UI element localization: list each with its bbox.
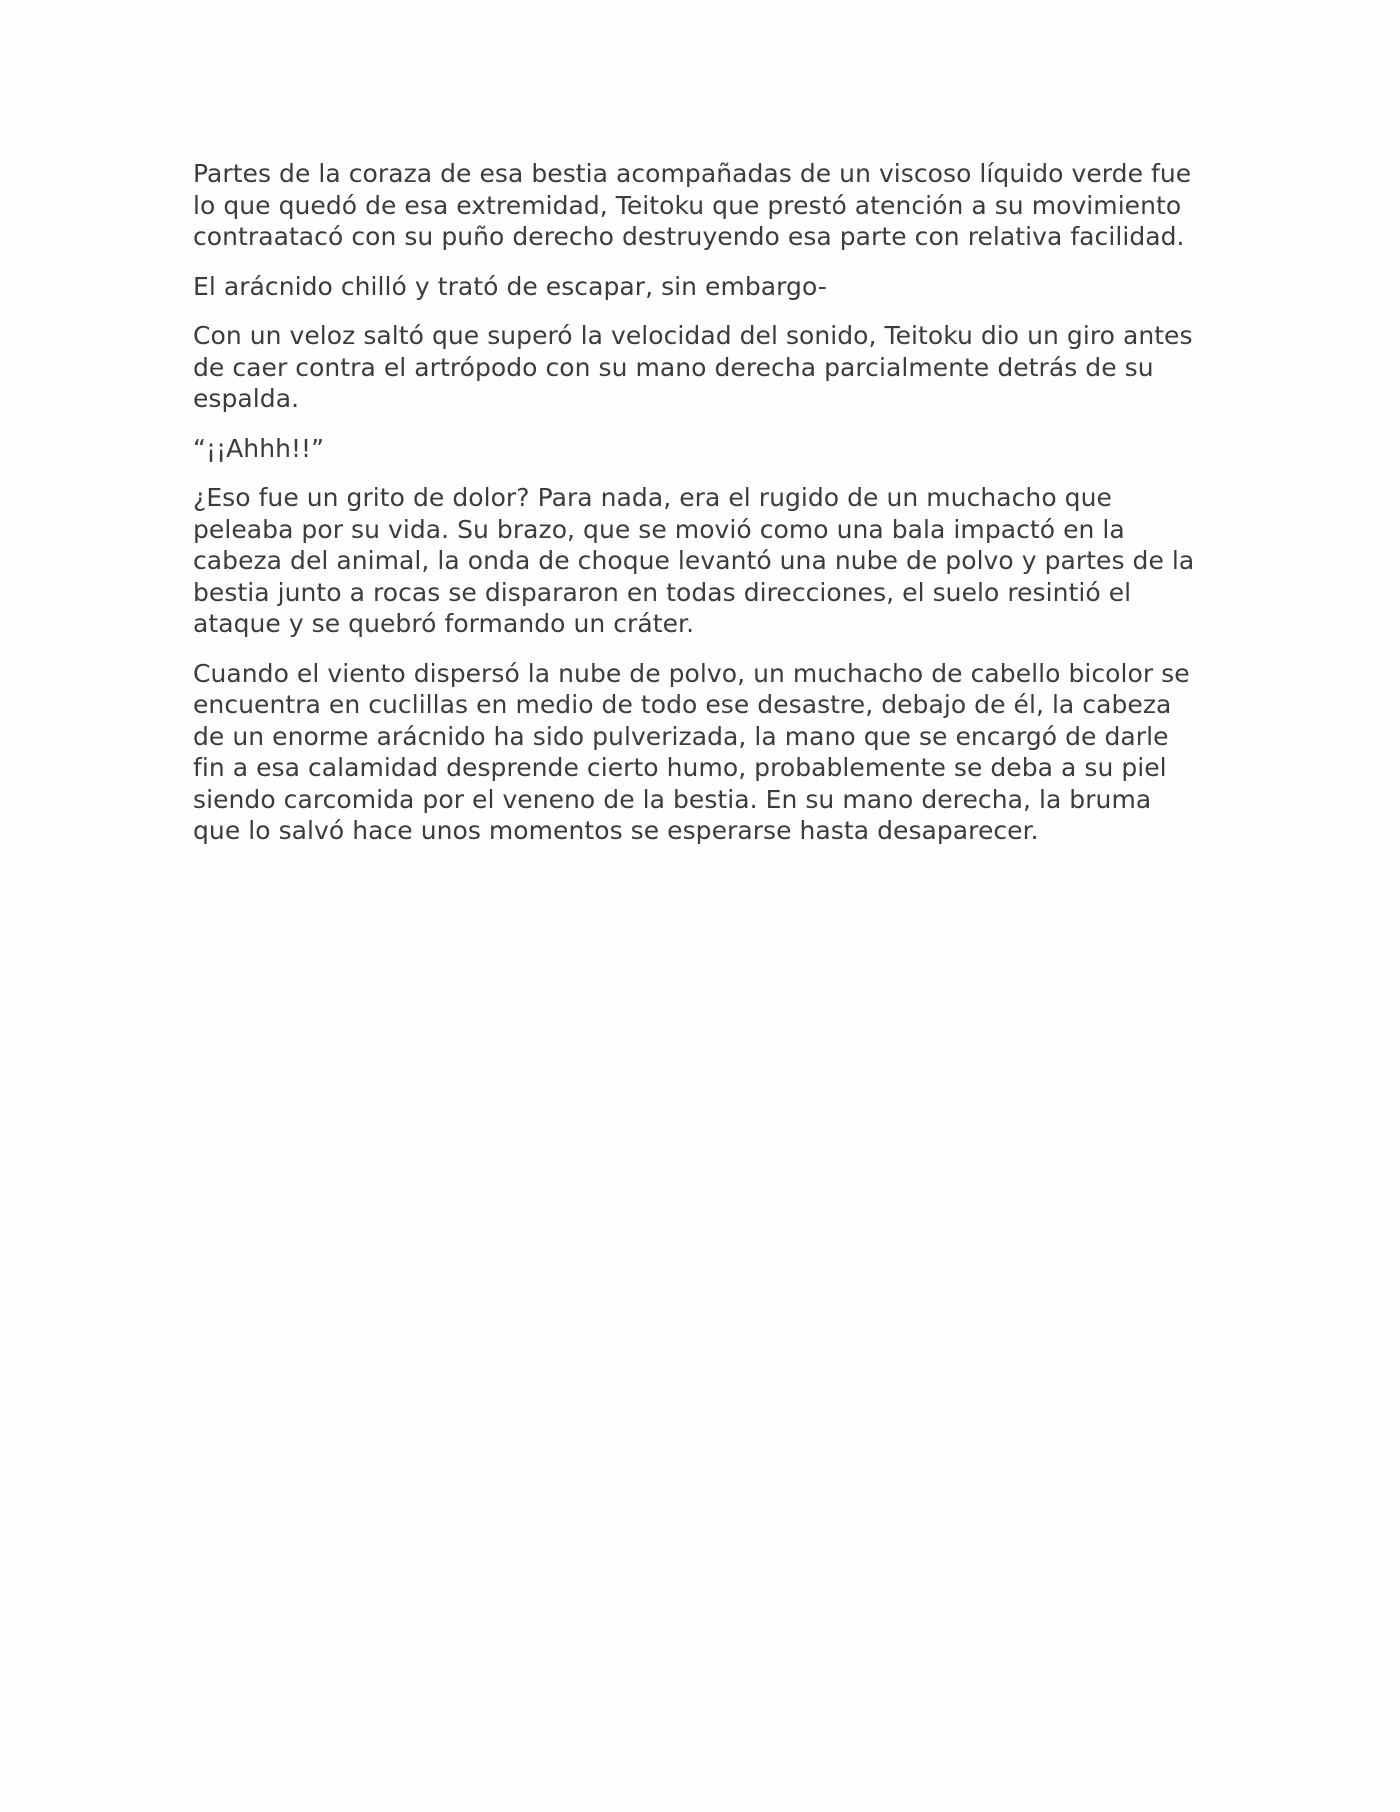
paragraph-2: El arácnido chilló y trató de escapar, sin embargo- [193, 271, 827, 301]
document-body [193, 158, 1203, 865]
paragraph-5: ¿Eso fue un grito de dolor? Para nada, era el rugido de un muchacho que peleaba por su vida. Su brazo, que se movió como una bala impactó en la cabeza del animal, la onda de choque levantó una nube de polvo y partes de la bestia junto a rocas se dispararon en todas direcciones, el suelo resintió el ataque y se quebró formando un cráter. [193, 483, 1195, 638]
paragraph-1: Partes de la coraza de esa bestia acompañadas de un viscoso líquido verde fue lo que quedó de esa extremidad, Teitoku que prestó atención a su movimiento contraatacó con su puño derecho destruyendo esa parte con relativa facilidad. [193, 159, 1192, 251]
paragraph-4: “¡¡Ahhh!!” [193, 433, 325, 463]
paragraph-3: Con un veloz saltó que superó la velocidad del sonido, Teitoku dio un giro antes de caer contra el artrópodo con su mano derecha parcialmente detrás de su espalda. [193, 321, 1193, 413]
paragraph-6: Cuando el viento dispersó la nube de polvo, un muchacho de cabello bicolor se encuentra en cuclillas en medio de todo ese desastre, debajo de él, la cabeza de un enorme arácnido ha sido pulverizada, la mano que se encargó de darle fin a esa calamidad desprende cierto humo, probablemente se deba a su piel siendo carcomida por el veneno de la bestia. En su mano derecha, la bruma que lo salvó hace unos momentos se esperarse hasta desaparecer. [193, 658, 1190, 845]
